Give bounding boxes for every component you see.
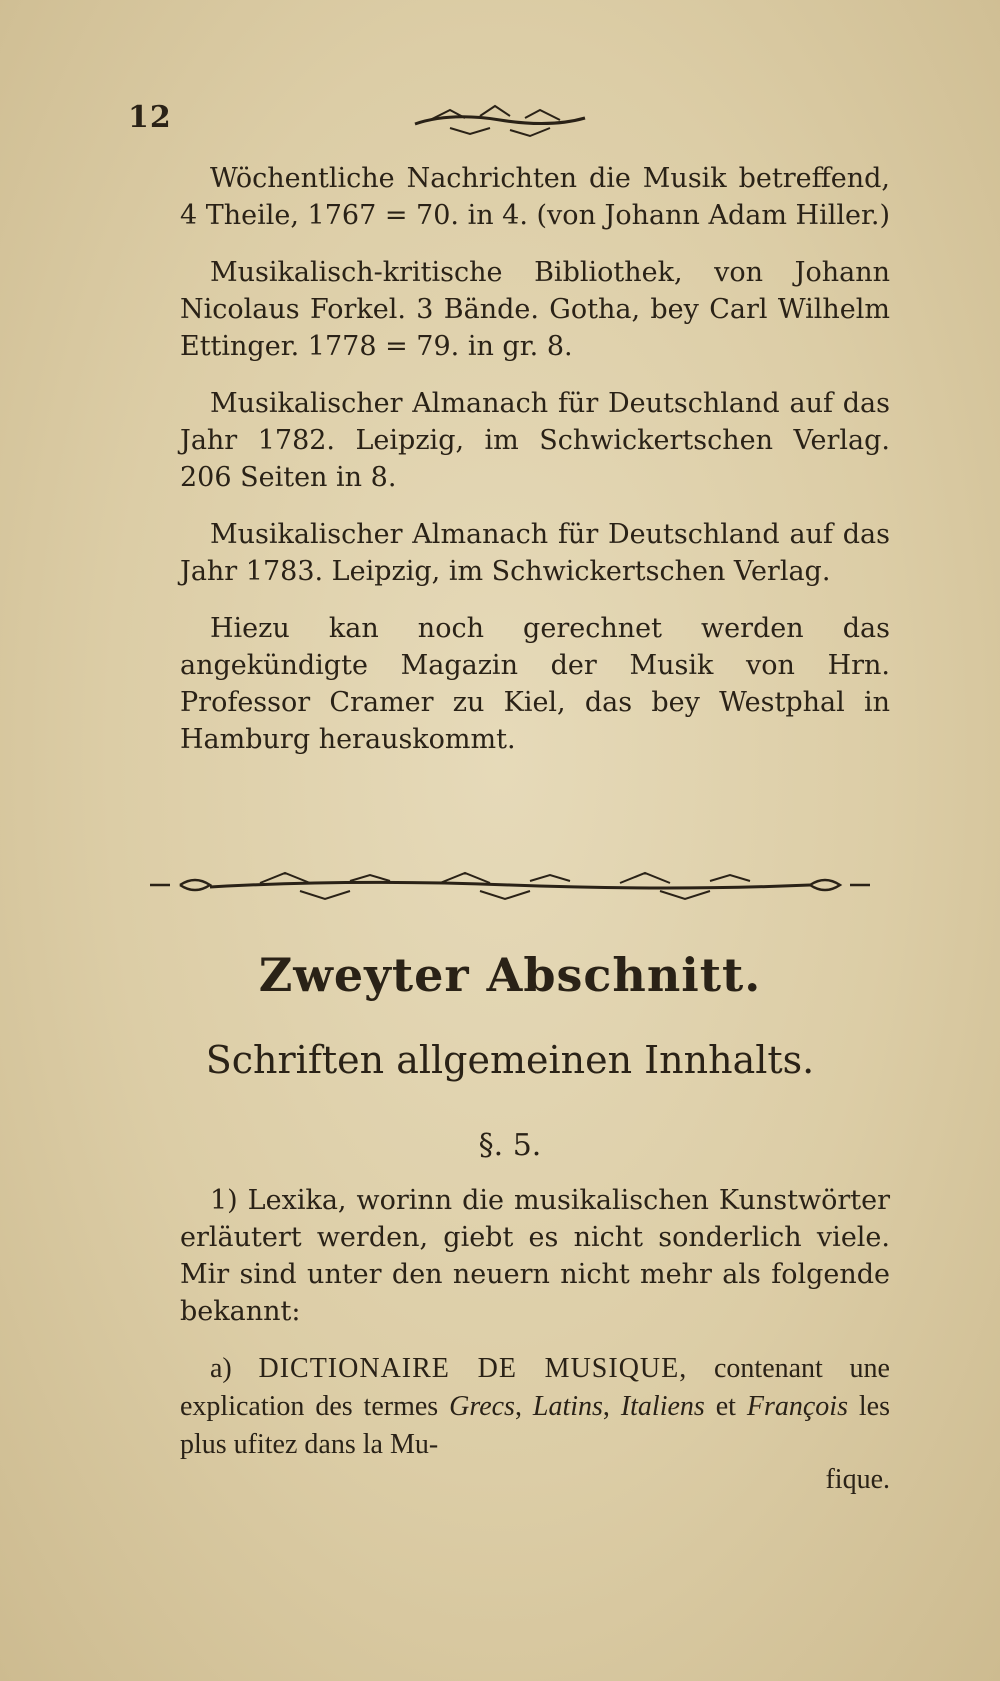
section-subtitle: Schriften allgemeinen Innhalts. <box>205 1038 815 1082</box>
entry-sep-2: , <box>602 1391 621 1422</box>
page-number: 12 <box>128 100 172 135</box>
entry-end: fique. <box>825 1464 890 1495</box>
paragraph-lexika: 1) Lexika, worinn die musikalischen Kunstwörter erläutert werden, giebt es nicht sonderlich viele. Mir sind unter den neuern nicht mehr als folgende bekannt: <box>180 1185 890 1327</box>
entry-title-caps: DICTIONAIRE DE MUSIQUE, <box>258 1353 688 1384</box>
paragraph-cramer: Hiezu kan noch gerechnet werden das angekündigte Magazin der Musik von Hrn. Professor Cramer zu Kiel, das bey Westphal in Hamburg herauskommt. <box>180 613 890 755</box>
header-ornament <box>410 98 590 142</box>
entry-francois: François <box>746 1391 848 1422</box>
entry-text-1: contenant une explication des termes <box>180 1353 890 1422</box>
entry-latins: Latins <box>532 1391 603 1422</box>
paragraph-hiller: Wöchentliche Nachrichten die Musik betreffend, 4 Theile, 1767 = 70. in 4. (von Johann Adam Hiller.) <box>180 163 891 231</box>
entry-text-3: les plus ufitez dans la Mu- <box>180 1391 891 1460</box>
lower-text <box>180 1182 890 1496</box>
divider-ornament <box>150 865 870 905</box>
body-text <box>180 160 890 778</box>
entry-grecs: Grecs <box>449 1391 515 1422</box>
entry-prefix: a) <box>210 1353 259 1384</box>
paragraph-forkel: Musikalisch-kritische Bibliothek, von Johann Nicolaus Forkel. 3 Bände. Gotha, bey Carl Wilhelm Ettinger. 1778 = 79. in gr. 8. <box>180 257 890 362</box>
section-number: §. 5. <box>478 1128 542 1163</box>
dictionary-entry <box>180 1350 890 1464</box>
entry-sep-1: , <box>514 1391 533 1422</box>
section-title: Zweyter Abschnitt. <box>258 948 762 1002</box>
paragraph-almanach-1782: Musikalischer Almanach für Deutschland auf das Jahr 1782. Leipzig, im Schwickertschen Verlag. 206 Seiten in 8. <box>180 388 890 493</box>
paragraph-almanach-1783: Musikalischer Almanach für Deutschland auf das Jahr 1783. Leipzig, im Schwickertschen Verlag. <box>180 519 890 587</box>
entry-text-2: et <box>704 1391 747 1422</box>
entry-italiens: Italiens <box>620 1391 705 1422</box>
